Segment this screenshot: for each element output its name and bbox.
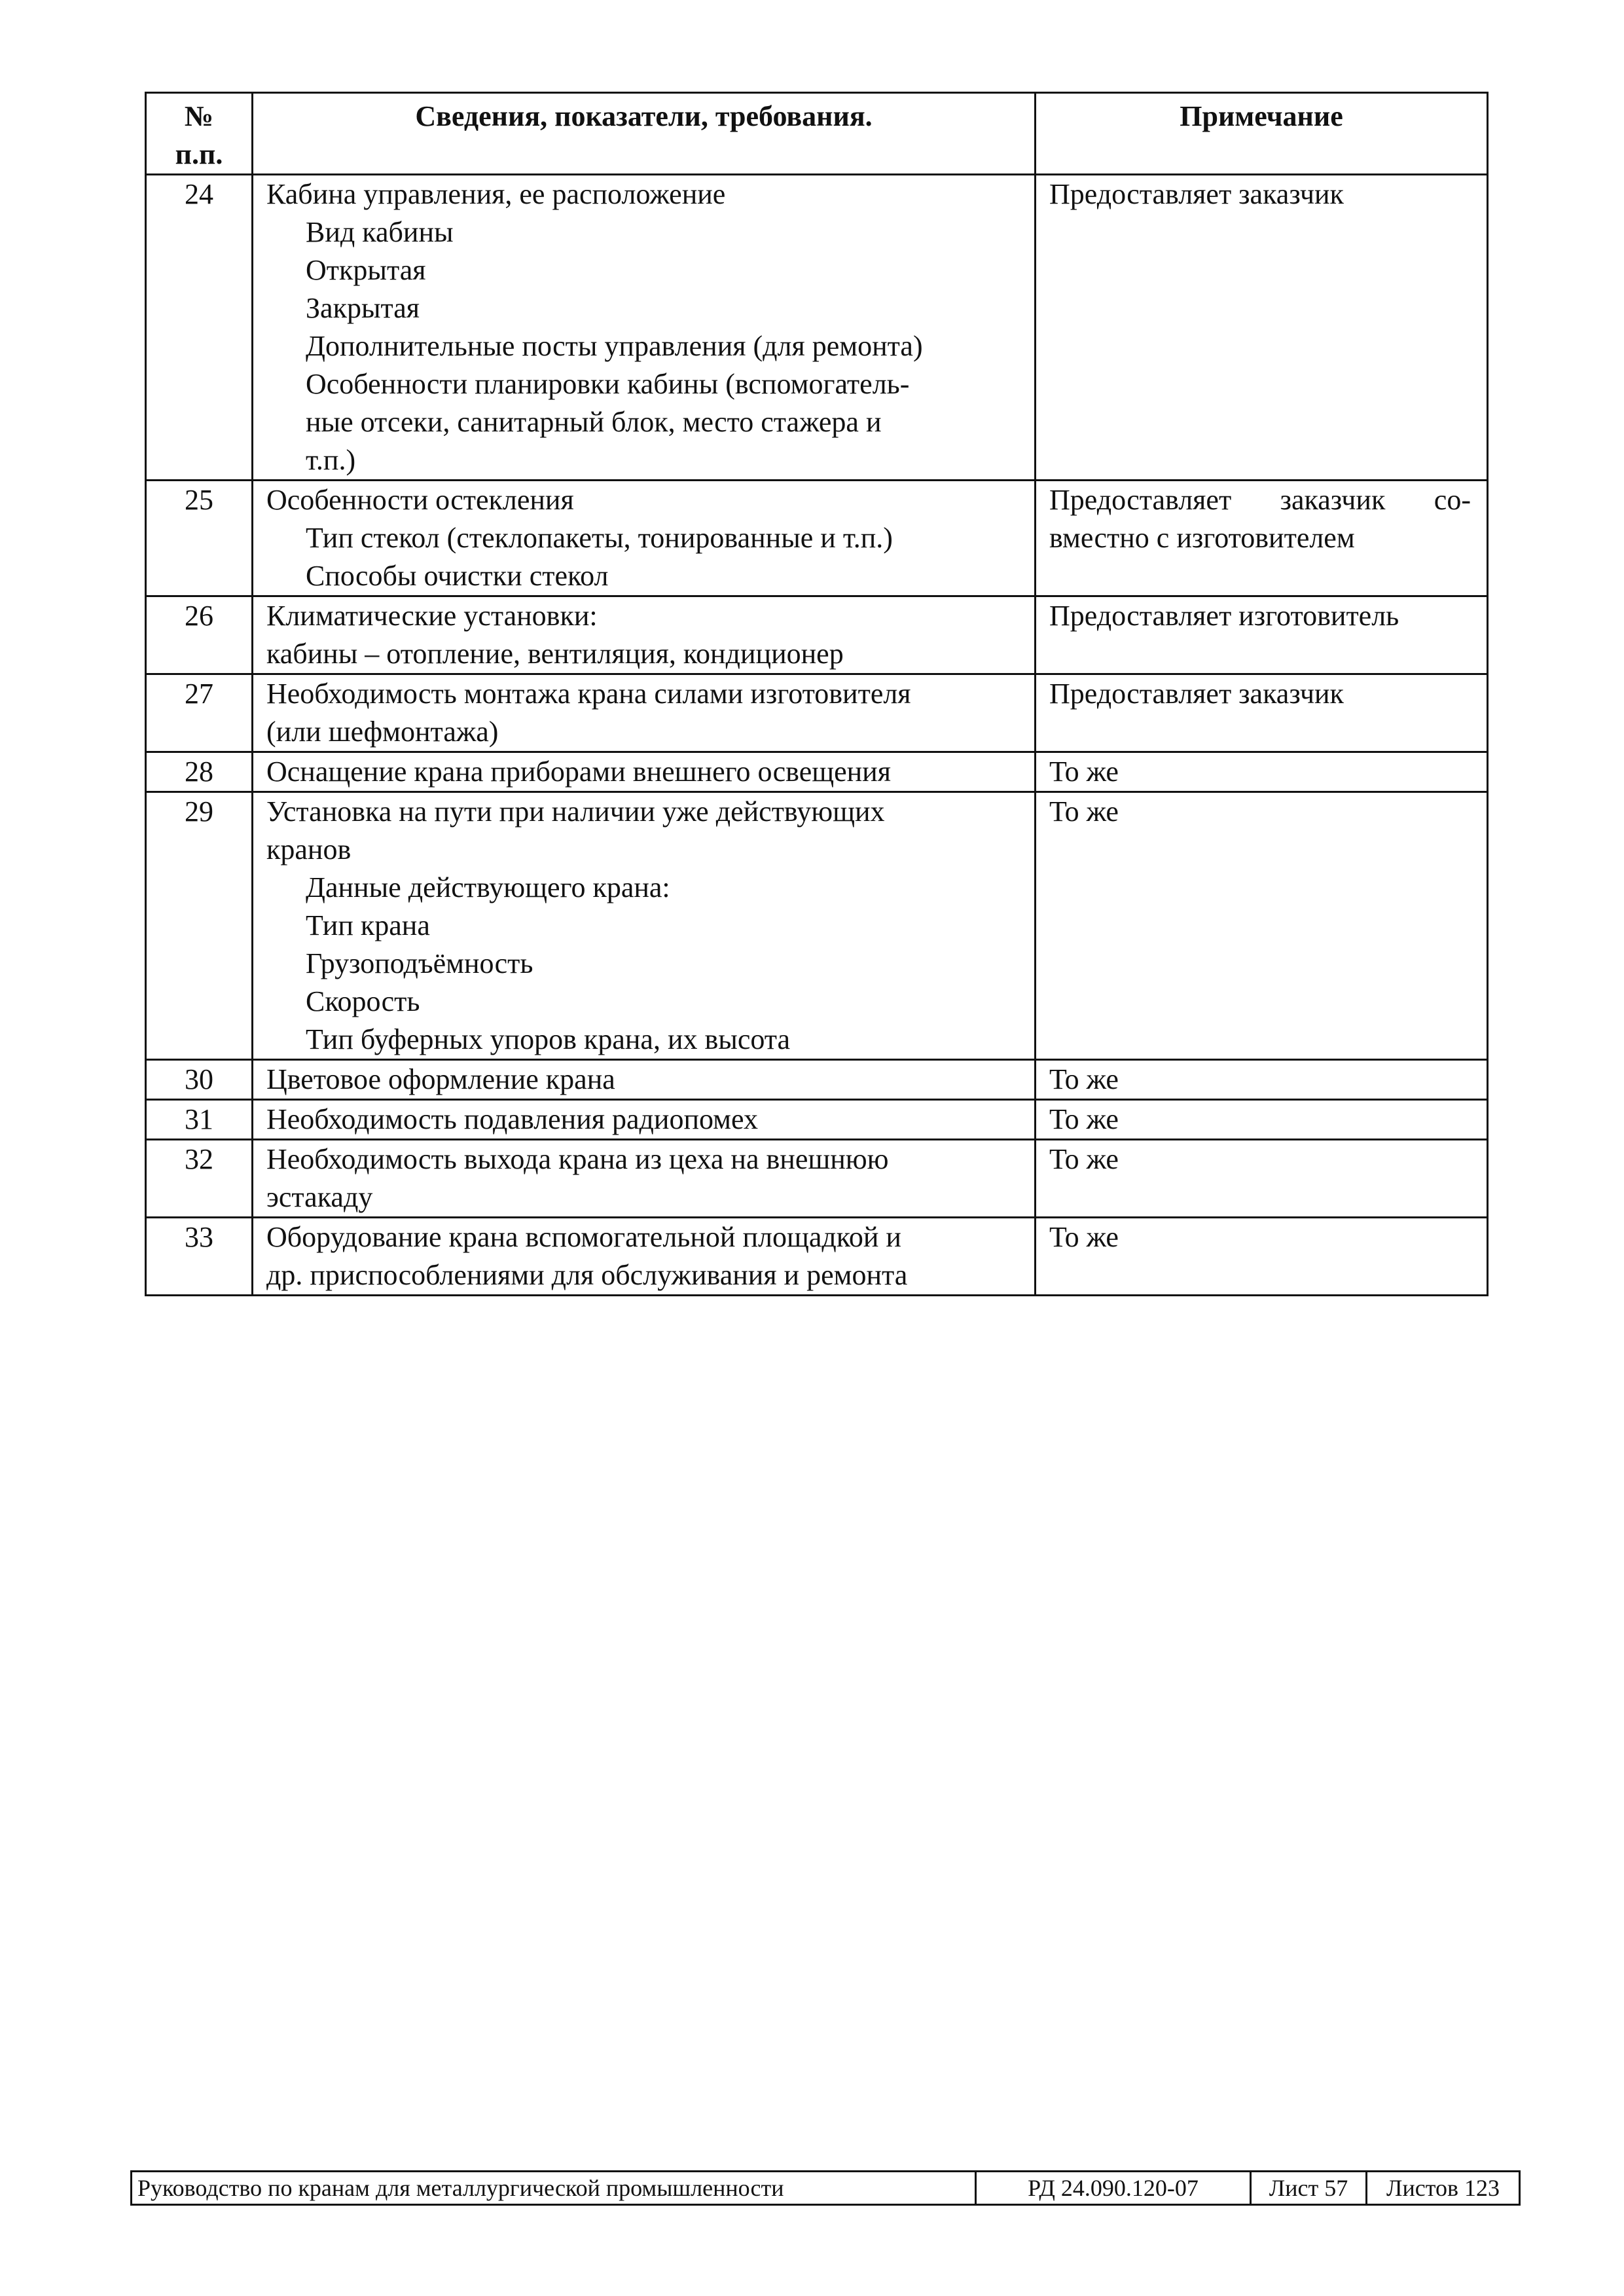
row-number: 32 bbox=[146, 1140, 253, 1218]
row-number: 28 bbox=[146, 752, 253, 792]
requirement-line: т.п.) bbox=[306, 444, 356, 476]
requirement-line: Вид кабины bbox=[306, 216, 454, 248]
note-line: То же bbox=[1049, 1103, 1119, 1135]
header-requirements: Сведения, показатели, требования. bbox=[253, 93, 1036, 175]
table-row bbox=[146, 1060, 1488, 1100]
row-number: 30 bbox=[146, 1060, 253, 1100]
table-row bbox=[146, 481, 1488, 596]
footer-sheet: Лист 57 bbox=[1251, 2172, 1367, 2205]
note-line: Предоставляет заказчик со- bbox=[1049, 484, 1471, 516]
note-line: Предоставляет изготовитель bbox=[1049, 600, 1399, 632]
requirement-line: (или шефмонтажа) bbox=[266, 716, 499, 748]
table-row bbox=[146, 175, 1488, 481]
footer-sheets-total: Листов 123 bbox=[1367, 2172, 1520, 2205]
row-note bbox=[1036, 1060, 1488, 1100]
row-number: 33 bbox=[146, 1218, 253, 1296]
requirement-line: эстакаду bbox=[266, 1181, 373, 1213]
row-number: 31 bbox=[146, 1100, 253, 1140]
row-note bbox=[1036, 792, 1488, 1060]
row-requirement bbox=[253, 481, 1036, 596]
row-number: 26 bbox=[146, 596, 253, 674]
row-note bbox=[1036, 752, 1488, 792]
row-note bbox=[1036, 674, 1488, 752]
footer-code: РД 24.090.120-07 bbox=[976, 2172, 1251, 2205]
note-line: То же bbox=[1049, 1221, 1119, 1253]
header-number-line1: № bbox=[184, 100, 214, 132]
row-requirement bbox=[253, 792, 1036, 1060]
table-row bbox=[146, 596, 1488, 674]
table-row bbox=[146, 1100, 1488, 1140]
row-requirement bbox=[253, 752, 1036, 792]
requirement-line: Тип буферных упоров крана, их высота bbox=[306, 1023, 791, 1055]
requirement-line: Установка на пути при наличии уже действующих bbox=[266, 795, 885, 828]
note-line: То же bbox=[1049, 756, 1119, 788]
footer-title: Руководство по кранам для металлургической промышленности bbox=[132, 2172, 976, 2205]
row-number: 25 bbox=[146, 481, 253, 596]
requirement-line: Тип крана bbox=[306, 909, 430, 941]
requirement-line: Кабина управления, ее расположение bbox=[266, 178, 726, 210]
row-requirement bbox=[253, 596, 1036, 674]
requirement-line: Скорость bbox=[306, 985, 420, 1017]
requirement-line: Необходимость выхода крана из цеха на внешнюю bbox=[266, 1143, 889, 1175]
table-row bbox=[146, 674, 1488, 752]
requirement-line: Закрытая bbox=[306, 292, 420, 324]
requirement-line: Особенности остекления bbox=[266, 484, 574, 516]
row-requirement bbox=[253, 1218, 1036, 1296]
requirement-line: Грузоподъёмность bbox=[306, 947, 533, 979]
note-line: То же bbox=[1049, 1063, 1119, 1095]
requirement-line: Способы очистки стекол bbox=[306, 560, 609, 592]
row-note bbox=[1036, 1140, 1488, 1218]
row-requirement bbox=[253, 175, 1036, 481]
table-row bbox=[146, 1218, 1488, 1296]
note-line: Предоставляет заказчик bbox=[1049, 178, 1344, 210]
note-line: вместно с изготовителем bbox=[1049, 522, 1355, 554]
requirement-line: Оснащение крана приборами внешнего освещения bbox=[266, 756, 891, 788]
requirement-line: Открытая bbox=[306, 254, 426, 286]
requirement-line: Особенности планировки кабины (вспомогатель- bbox=[306, 368, 910, 400]
row-note bbox=[1036, 175, 1488, 481]
row-note bbox=[1036, 1218, 1488, 1296]
header-number bbox=[146, 93, 253, 175]
header-note: Примечание bbox=[1036, 93, 1488, 175]
note-line: То же bbox=[1049, 795, 1119, 828]
header-number-line2: п.п. bbox=[175, 138, 223, 170]
requirement-line: ные отсеки, санитарный блок, место стажера и bbox=[306, 406, 882, 438]
row-number: 29 bbox=[146, 792, 253, 1060]
requirement-line: Данные действующего крана: bbox=[306, 871, 670, 903]
table-row bbox=[146, 752, 1488, 792]
requirement-line: кранов bbox=[266, 833, 352, 866]
row-note bbox=[1036, 596, 1488, 674]
row-requirement bbox=[253, 1100, 1036, 1140]
table-body bbox=[146, 175, 1488, 1296]
table-header-row bbox=[146, 93, 1488, 175]
requirement-line: Цветовое оформление крана bbox=[266, 1063, 615, 1095]
table-row bbox=[146, 792, 1488, 1060]
requirement-line: Необходимость монтажа крана силами изготовителя bbox=[266, 678, 911, 710]
requirement-line: др. приспособлениями для обслуживания и ремонта bbox=[266, 1259, 908, 1291]
note-line: То же bbox=[1049, 1143, 1119, 1175]
table-row bbox=[146, 1140, 1488, 1218]
requirement-line: Оборудование крана вспомогательной площадкой и bbox=[266, 1221, 901, 1253]
requirement-line: Необходимость подавления радиопомех bbox=[266, 1103, 758, 1135]
requirements-table bbox=[145, 92, 1489, 1296]
row-number: 24 bbox=[146, 175, 253, 481]
row-requirement bbox=[253, 674, 1036, 752]
requirement-line: Дополнительные посты управления (для ремонта) bbox=[306, 330, 923, 362]
row-note bbox=[1036, 481, 1488, 596]
note-line: Предоставляет заказчик bbox=[1049, 678, 1344, 710]
row-requirement bbox=[253, 1140, 1036, 1218]
row-note bbox=[1036, 1100, 1488, 1140]
requirement-line: Климатические установки: bbox=[266, 600, 598, 632]
row-number: 27 bbox=[146, 674, 253, 752]
requirement-line: кабины – отопление, вентиляция, кондиционер bbox=[266, 638, 844, 670]
row-requirement bbox=[253, 1060, 1036, 1100]
requirement-line: Тип стекол (стеклопакеты, тонированные и т.п.) bbox=[306, 522, 893, 554]
document-footer bbox=[130, 2170, 1521, 2206]
